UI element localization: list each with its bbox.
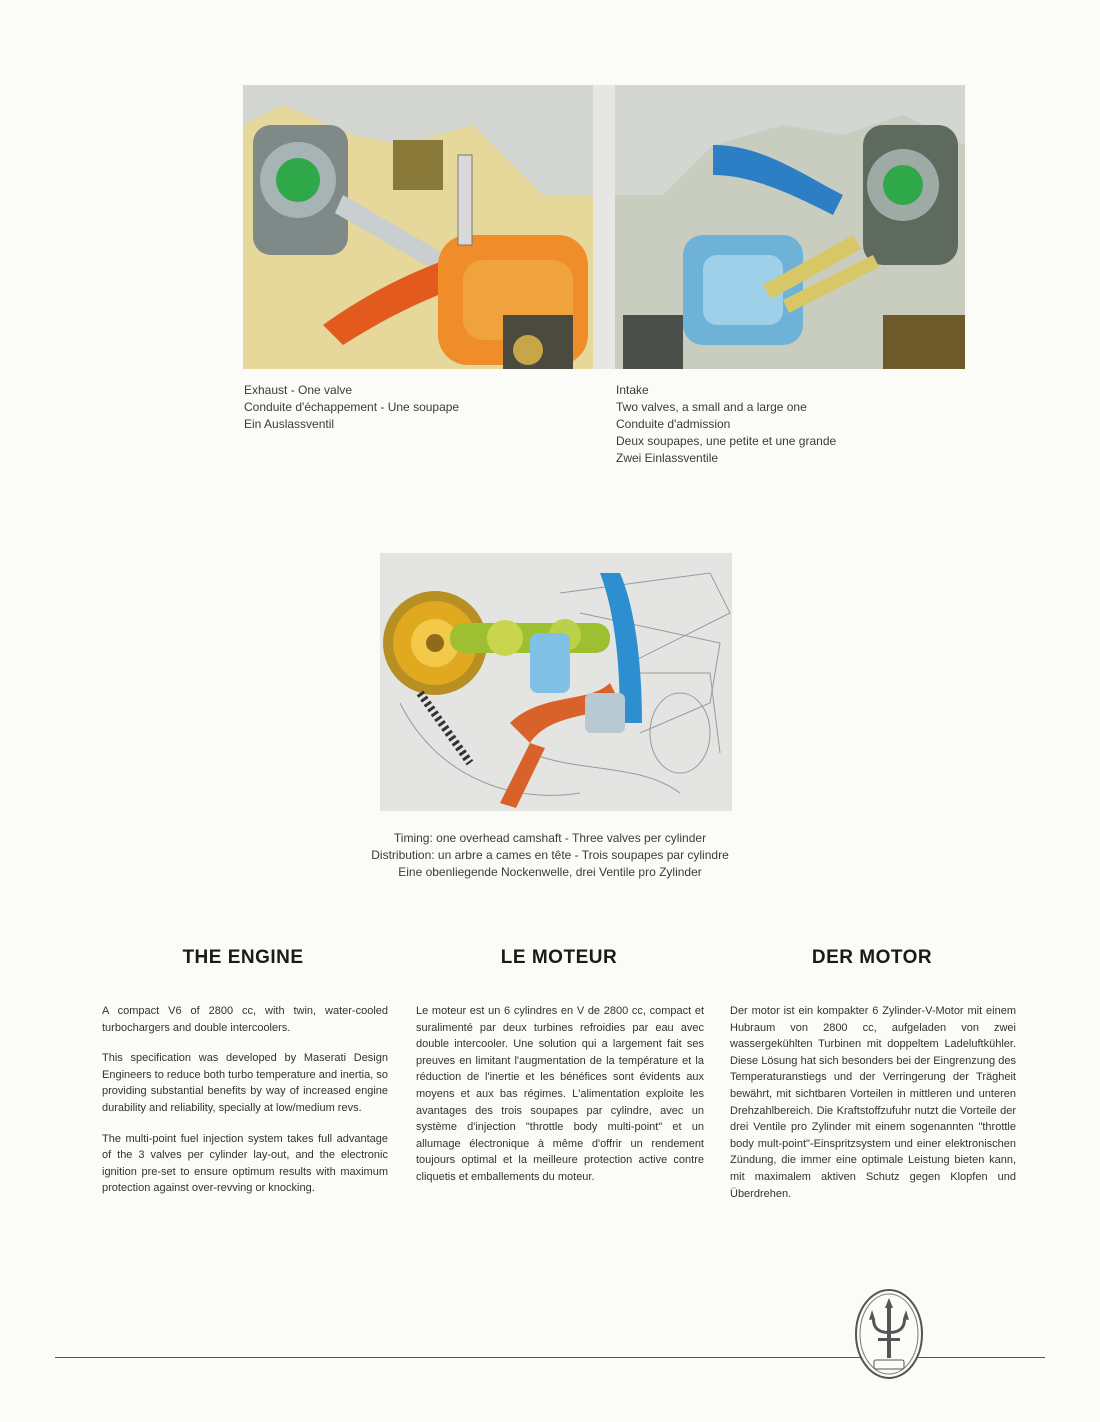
- exhaust-caption: [244, 382, 459, 433]
- intake-caption-line: Zwei Einlassventile: [616, 451, 719, 465]
- english-paragraph: This specification was developed by Maserati Design Engineers to reduce both turbo temperature and inertia, so providing substantial benefits by way of increased engine durability and reliability, specially at low/medium revs.: [102, 1052, 388, 1114]
- intake-caption-line: Conduite d'admission: [616, 417, 731, 431]
- exhaust-caption-line: Exhaust - One valve: [244, 383, 353, 397]
- maserati-trident-logo: [854, 1288, 924, 1380]
- intake-caption-line: Two valves, a small and a large one: [616, 400, 807, 414]
- exhaust-caption-line: Ein Auslassventil: [244, 417, 335, 431]
- timing-illustration: [380, 553, 732, 811]
- english-paragraph: The multi-point fuel injection system takes full advantage of the 3 valves per cylinder lay-out, and the electronic ignition pre-set to ensure optimum results with maximum protection against over-revving or knocking.: [102, 1132, 388, 1195]
- english-column: [102, 1003, 388, 1211]
- timing-caption-line: Timing: one overhead camshaft - Three valves per cylinder: [393, 831, 707, 845]
- german-paragraph: Der motor ist ein kompakter 6 Zylinder-V-Motor mit einem Hubraum von 2800 cc, aufgeladen von zwei wassergekühlten Turbinen mit doppeltem Ladeluftkühler. Diese Lösung hat sich besonders bei der Eingrenzung des Temperaturanstiegs und der Verringerung der Trägheit bewährt, mit sichtbaren Vorteilen in mittleren und unteren Drehzahlbereich. Die Kraftstoffzufuhr nutzt die Vorteile der drei Ventile pro Zylinder mit einem sogenannten "throttle body mult-point"-Einspritzsystem und einer elektronischen Zündung, die immer eine optimale Leistung bieten kann, mit maximalem aktiven Schutz gegen Klopfen und Überdrehen.: [730, 1005, 1016, 1200]
- english-paragraph: A compact V6 of 2800 cc, with twin, water-cooled turbochargers and double intercoolers.: [102, 1005, 388, 1034]
- intake-caption-line: Intake: [616, 383, 649, 397]
- timing-caption-line: Distribution: un arbre a cames en tête - Trois soupapes par cylindre: [371, 848, 729, 862]
- intake-caption: [616, 382, 836, 467]
- french-column: [416, 1003, 704, 1200]
- timing-caption: [340, 830, 760, 881]
- french-paragraph: Le moteur est un 6 cylindres en V de 2800 cc, compact et suralimenté par deux turbines refroidies par eau avec double intercooler. Une solution qui a largement fait ses preuves en limitant l'augmentation de la température et la réduction de l'inertie et les bénéfices sont évidents aux moyens et aux bas régimes. L'alimentation exploite les avantages des trois soupapes par cylindre, avec un système d'injection "throttle body multi-point" et un allumage électronique à même d'offrir un rendement toujours optimal et la meilleure protection active contre cliquetis et emballements du moteur.: [416, 1005, 704, 1183]
- german-column: [730, 1003, 1016, 1216]
- heading-le-moteur: LE MOTEUR: [500, 947, 618, 968]
- heading-der-motor: DER MOTOR: [811, 947, 933, 968]
- heading-the-engine: THE ENGINE: [182, 947, 304, 968]
- exhaust-caption-line: Conduite d'échappement - Une soupape: [244, 400, 460, 414]
- intake-caption-line: Deux soupapes, une petite et une grande: [616, 434, 837, 448]
- exhaust-intake-illustration: [243, 85, 965, 369]
- timing-caption-line: Eine obenliegende Nockenwelle, drei Ventile pro Zylinder: [398, 865, 702, 879]
